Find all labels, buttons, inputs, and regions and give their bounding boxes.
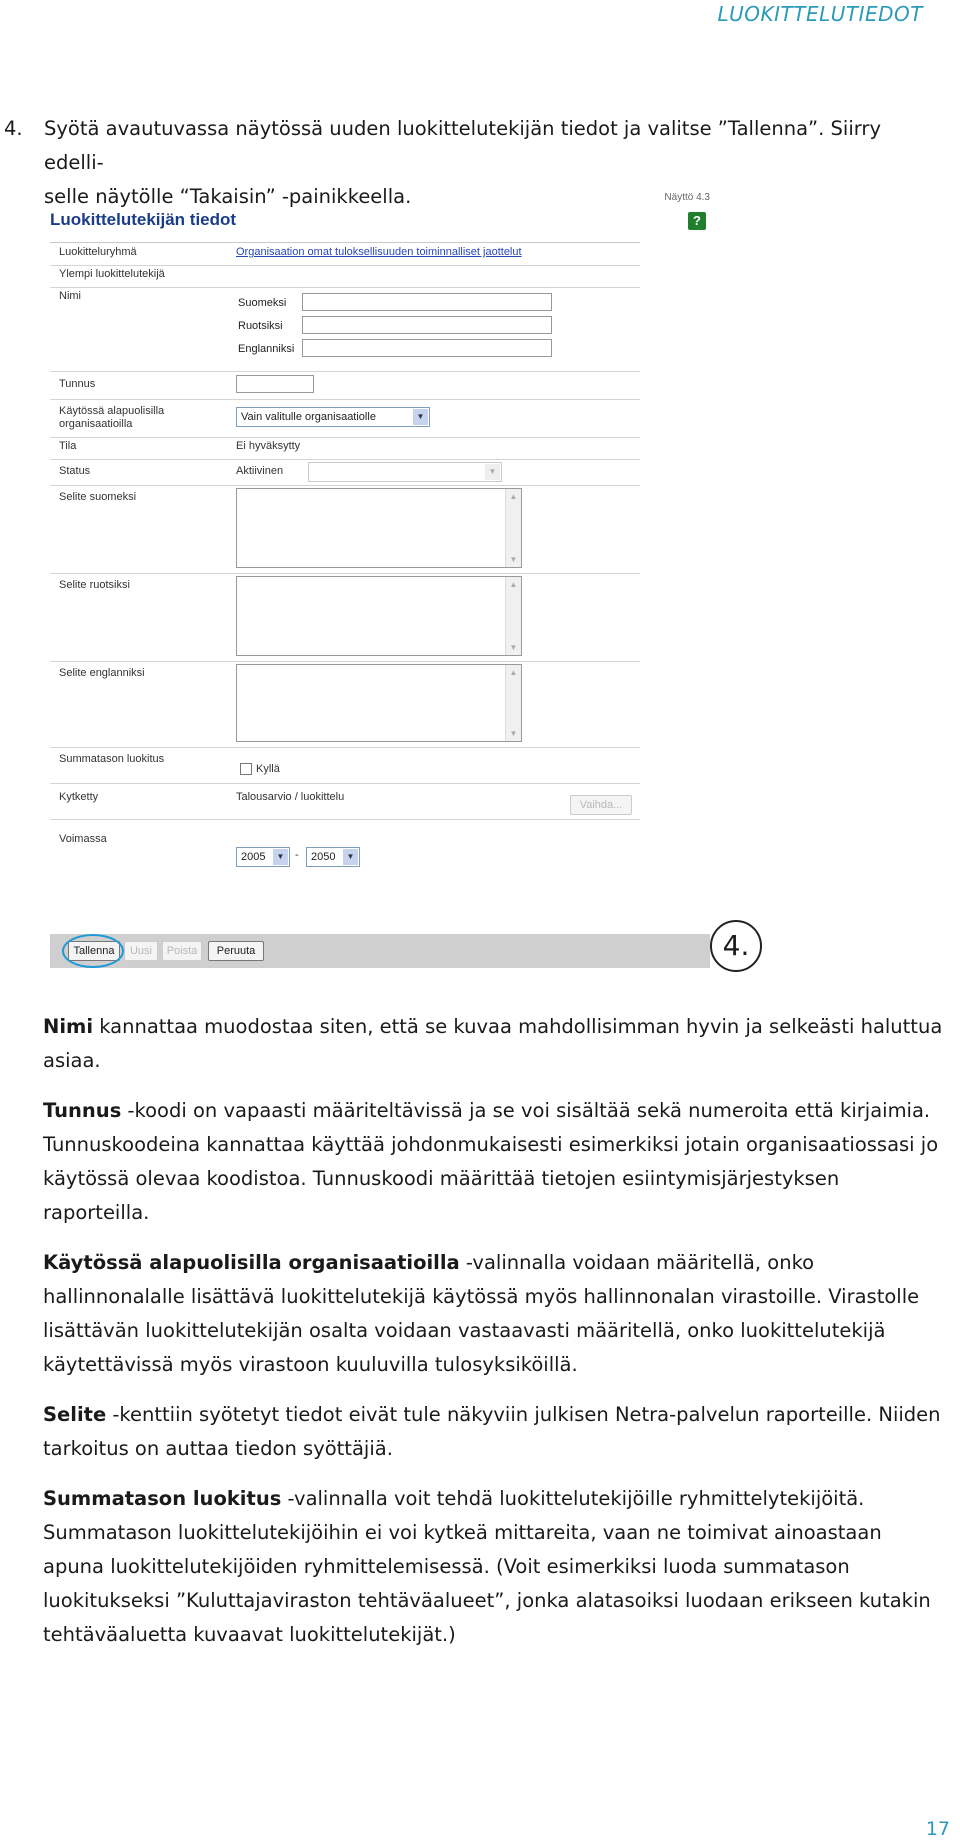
chevron-down-icon: ▼ [485,464,500,480]
luokitteluryhma-link[interactable]: Organisaation omat tuloksellisuuden toiminnalliset jaottelut [236,246,522,258]
status-value: Aktiivinen [236,465,284,477]
selite-en-textarea[interactable] [236,664,522,742]
selite-sv-textarea[interactable] [236,576,522,656]
status-select[interactable] [308,462,502,482]
scroll-up-icon: ▲ [509,492,518,501]
page-number: 17 [925,1818,950,1840]
label-ruotsiksi: Ruotsiksi [238,320,283,332]
name-fi-input[interactable] [302,293,552,311]
paragraph-text: -valinnalla voit tehdä luokittelutekijöille ryhmittelytekijöitä. Summatason luokittelutekijöihin ei voi kytkeä mittareita, vaan ne toimivat ainoastaan apuna luokittelutekijöiden ryhmittelemisessä. (Voit esimerkiksi luoda summatason luokitukseksi ”Kuluttajaviraston tehtäväalueet”, jonka alatasoiksi luodaan erikseen kutakin tehtäväaluetta kuvaavat luokittelutekijät.) [43,1487,931,1646]
label-ylempi: Ylempi luokittelutekijä [59,268,165,280]
form-heading: Luokittelutekijän tiedot [50,210,237,229]
to-year-value: 2050 [311,851,336,863]
to-year-select[interactable] [306,847,360,867]
step-text-line1: Syötä avautuvassa näytössä uuden luokittelutekijän tiedot ja valitse ”Tallenna”. Siirry edelli- [44,117,881,174]
paragraph [43,1398,943,1466]
label-selite-en: Selite englanniksi [59,667,145,679]
term: Tunnus [43,1099,122,1122]
from-year-select[interactable] [236,847,290,867]
paragraph [43,1094,943,1230]
help-icon[interactable]: ? [688,212,706,230]
row-summatason [50,747,640,784]
label-kaytossa: Käytössä alapuolisilla organisaatioilla [59,405,165,430]
chevron-down-icon: ▼ [273,849,288,865]
label-summatason: Summatason luokitus [59,753,165,765]
step-text-line2: selle näytölle “Takaisin” -painikkeella. [44,185,412,208]
from-year-value: 2005 [241,851,266,863]
kylla-label: Kyllä [256,763,280,775]
paragraph-text: -kenttiin syötetyt tiedot eivät tule näkyviin julkisen Netra-palvelun raporteille. Niiden tarkoitus on auttaa tiedon syöttäjiä. [43,1403,941,1460]
kaytossa-select[interactable] [236,407,430,427]
scroll-down-icon: ▼ [509,729,518,738]
label-tila: Tila [59,440,77,452]
paragraph-text: -koodi on vapaasti määriteltävissä ja se voi sisältää sekä numeroita että kirjaimia. Tunnuskoodeina kannattaa käyttää johdonmukaisesti esimerkiksi jotain organisaatiossasi jo käytössä olevaa koodistoa. Tunnuskoodi määrittää tietojen esiintymisjärjestyksen raporteilla. [43,1099,939,1224]
delete-button[interactable]: Poista [162,941,202,961]
chevron-down-icon: ▼ [343,849,358,865]
label-status: Status [59,465,91,477]
scrollbar[interactable] [505,489,521,567]
label-selite-fi: Selite suomeksi [59,491,137,503]
row-kytketty [50,783,640,820]
label-englanniksi: Englanniksi [238,343,295,355]
row-selite-sv [50,573,640,662]
row-kaytossa [50,399,640,438]
scroll-down-icon: ▼ [509,643,518,652]
label-suomeksi: Suomeksi [238,297,287,309]
term: Käytössä alapuolisilla organisaatioilla [43,1251,460,1274]
row-nimi [50,287,640,372]
form-table [50,242,640,933]
tila-value: Ei hyväksytty [236,440,301,452]
scroll-up-icon: ▲ [509,580,518,589]
step-number: 4. [4,117,23,140]
year-dash: - [295,849,299,861]
label-kytketty: Kytketty [59,791,99,803]
running-head: LUOKITTELUTIEDOT [717,2,923,26]
summatason-checkbox[interactable] [240,763,252,775]
term: Summatason luokitus [43,1487,282,1510]
name-en-input[interactable] [302,339,552,357]
row-ylempi [50,265,640,288]
screen-version: Näyttö 4.3 [664,192,710,203]
button-toolbar [50,934,710,968]
row-status [50,459,640,486]
scroll-down-icon: ▼ [509,555,518,564]
label-tunnus: Tunnus [59,378,96,390]
scrollbar[interactable] [505,577,521,655]
row-selite-fi [50,485,640,574]
paragraph [43,1482,943,1652]
row-selite-en [50,661,640,748]
label-selite-sv: Selite ruotsiksi [59,579,130,591]
form-screenshot [50,190,710,972]
name-sv-input[interactable] [302,316,552,334]
paragraph-text: -valinnalla voidaan määritellä, onko hallinnonalalle lisättävä luokittelutekijä käytössä myös hallinnonalan virastoille. Virastolle lisättävän luokittelutekijän osalta voidaan vastaavasti määritellä, onko luokittelutekijä käytettävissä myös virastoon kuuluvilla tulosyksiköillä. [43,1251,920,1376]
row-luokitteluryhma [50,243,640,266]
row-tila [50,437,640,460]
cancel-button[interactable]: Peruuta [208,941,264,961]
vaihda-button[interactable]: Vaihda... [570,795,632,815]
kytketty-value: Talousarvio / luokittelu [236,791,345,803]
scroll-up-icon: ▲ [509,668,518,677]
row-voimassa [50,819,640,869]
new-button[interactable]: Uusi [124,941,158,961]
selite-fi-textarea[interactable] [236,488,522,568]
paragraph [43,1010,943,1078]
paragraph-text: kannattaa muodostaa siten, että se kuvaa mahdollisimman hyvin ja selkeästi haluttua asiaa. [43,1015,943,1072]
tunnus-input[interactable] [236,375,314,393]
save-button[interactable]: Tallenna [68,941,120,961]
paragraph [43,1246,943,1382]
label-luokitteluryhma: Luokitteluryhmä [59,246,137,258]
scrollbar[interactable] [505,665,521,741]
chevron-down-icon: ▼ [413,409,428,425]
term: Nimi [43,1015,94,1038]
highlight-ring [62,934,124,968]
term: Selite [43,1403,107,1426]
body-text [43,1010,943,1668]
label-nimi: Nimi [59,290,81,302]
label-voimassa: Voimassa [59,833,107,845]
step-callout-badge: 4. [710,920,762,972]
row-tunnus [50,371,640,400]
kaytossa-select-value: Vain valitulle organisaatiolle [241,411,376,423]
